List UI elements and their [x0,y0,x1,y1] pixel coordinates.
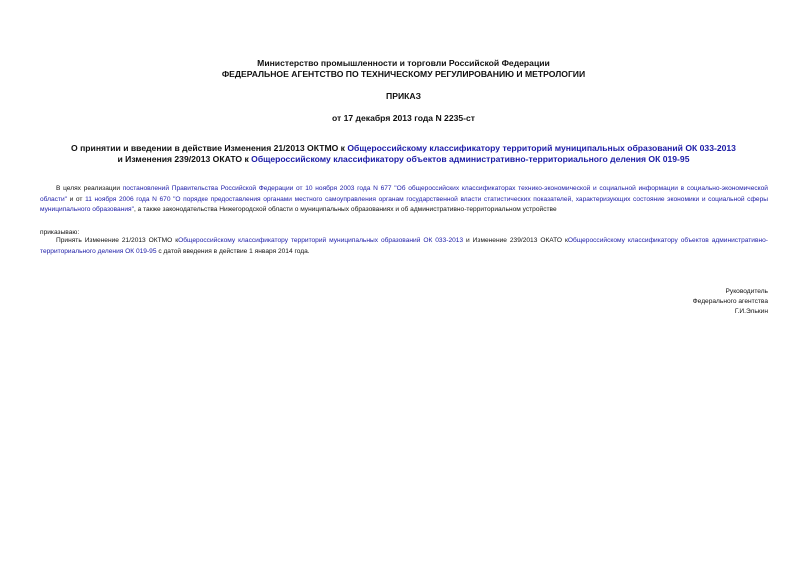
order-link-okato[interactable]: Общероссийскому классификатору объектов административно-территориального деления ОК 019-95 [40,237,768,255]
order-text-1: Принять Изменение 21/2013 ОКТМО к [56,237,179,244]
ministry-name: Министерство промышленности и торговли Российской Федерации [257,58,550,68]
preamble-link-decree-677[interactable]: постановлений Правительства Российской Федерации от 10 ноября 2003 года N 677 "Об общероссийских классификаторах технико-экономической и социальной информации в социально-экономической области" [40,185,768,203]
signature-organization: Федерального агентства [692,298,768,305]
title-link-okato[interactable]: Общероссийскому классификатору объектов административно-территориального деления ОК 019-95 [251,154,690,164]
order-link-oktmo[interactable]: Общероссийскому классификатору территорий муниципальных образований ОК 033-2013 [178,237,464,244]
order-text-3: с датой введения в действие 1 января 2014 года. [156,247,310,255]
preamble-paragraph [40,184,768,216]
title-link-oktmo[interactable]: Общероссийскому классификатору территорий муниципальных образований ОК 033-2013 [347,143,736,153]
preamble-text-3: , а также законодательства Нижегородской области о муниципальных образованиях и об административно-территориальном устройстве [133,206,557,213]
preamble-text-1: В целях реализации [56,185,123,192]
document-type: ПРИКАЗ [386,91,421,101]
title-text-1: О принятии и введении в действие Изменения 21/2013 ОКТМО к [71,143,348,153]
title-text-2: и Изменения 239/2013 ОКАТО к [117,154,252,164]
signature-name: Г.И.Элькин [734,308,768,315]
preamble-text-2: и от [67,195,86,203]
document-date-number: от 17 декабря 2013 года N 2235-ст [331,113,476,123]
agency-name: ФЕДЕРАЛЬНОЕ АГЕНТСТВО ПО ТЕХНИЧЕСКОМУ РЕГУЛИРОВАНИЮ И МЕТРОЛОГИИ [221,69,586,79]
document-title [0,143,807,165]
order-text-2: и Изменение 239/2013 ОКАТО к [463,237,568,244]
order-verb: приказываю: [40,229,80,236]
signature-role: Руководитель [725,288,768,295]
order-paragraph [40,236,768,257]
preamble-link-decree-670[interactable]: 11 ноября 2006 года N 670 "О порядке предоставления органами местного самоуправления органам государственной власти статистических показателей, характеризующих состояние экономики и социальной сферы муниципального образования" [40,195,768,213]
